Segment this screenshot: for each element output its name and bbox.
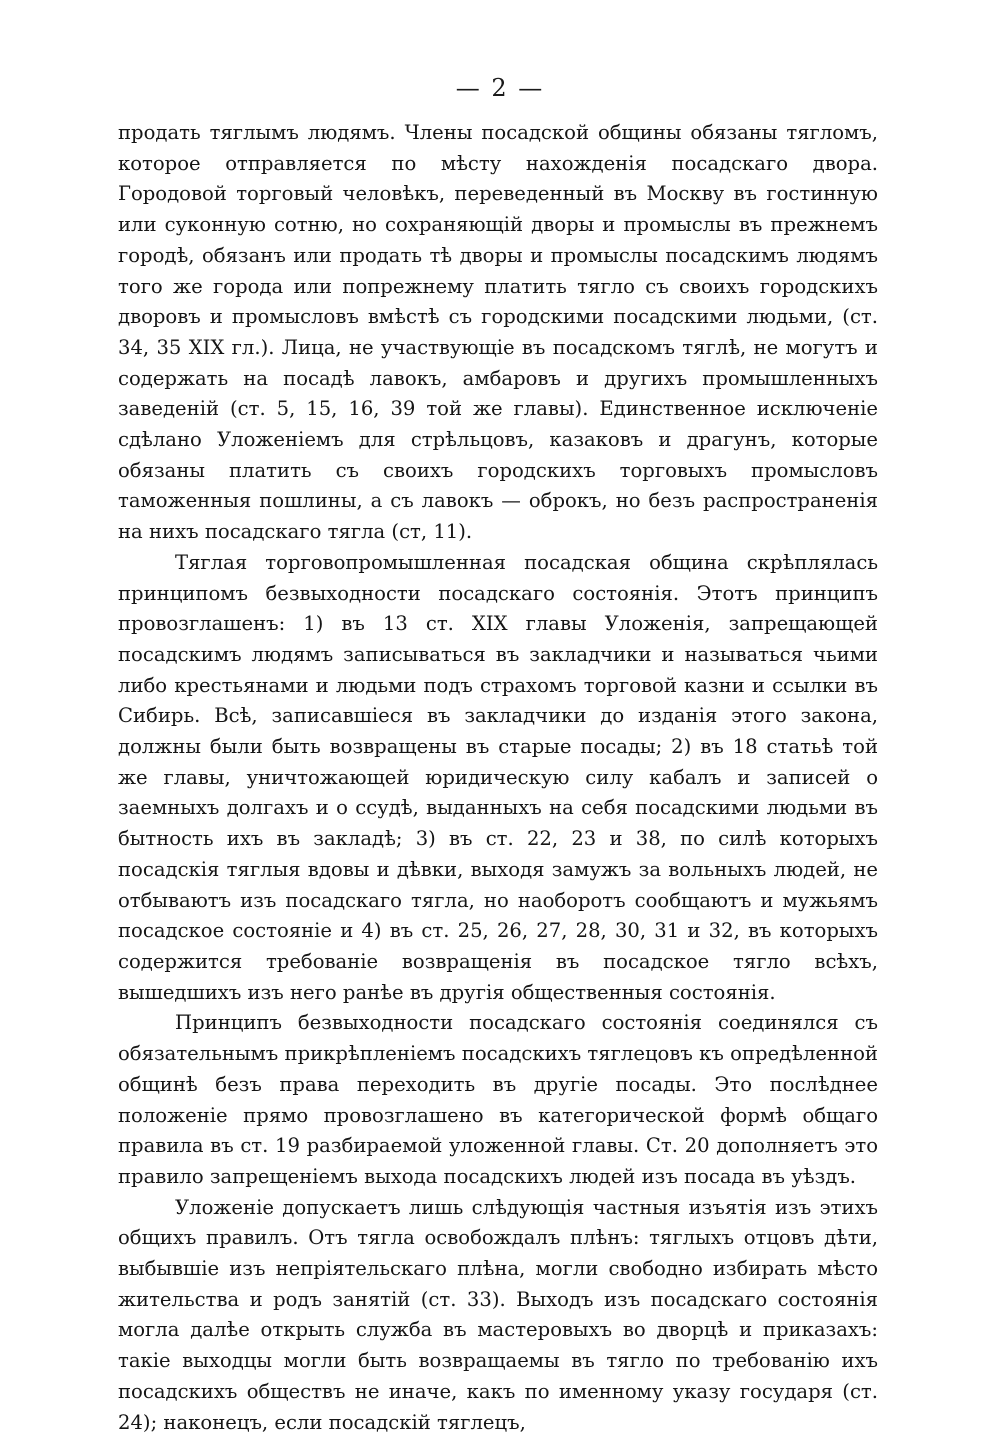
paragraph-4: Уложеніе допускаетъ лишь слѣдующія частныя изъятія изъ этихъ общихъ правилъ. Отъ тягла освобождалъ плѣнъ: тяглыхъ отцовъ дѣти, выбывшіе изъ непріятельскаго плѣна, могли свободно избирать мѣсто жительства и родъ занятій (ст. 33). Выходъ изъ посадскаго состоянія могла далѣе открыть служба въ мастеровыхъ во дворцѣ и приказахъ: такіе выходцы могли быть возвращаемы въ тягло по требованію ихъ посадскихъ обществъ не иначе, какъ по именному указу государя (ст. 24); наконецъ, если посадскій тяглецъ, bbox=[118, 1195, 878, 1434]
paragraph-1: продать тяглымъ людямъ. Члены посадской общины обязаны тягломъ, которое отправляется по мѣсту нахожденія посадскаго двора. Городовой торговый человѣкъ, переведенный въ Москву въ гостинную или суконную сотню, но сохраняющій дворы и промыслы въ прежнемъ городѣ, обязанъ или продать тѣ дворы и промыслы посадскимъ людямъ того же города или попрежнему платить тягло съ своихъ городскихъ дворовъ и промысловъ вмѣстѣ съ городскими посадскими людьми, (ст. 34, 35 XIX гл.). Лица, не участвующіе въ посадскомъ тяглѣ, не могутъ и содержать на посадѣ лавокъ, амбаровъ и другихъ промышленныхъ заведеній (ст. 5, 15, 16, 39 той же главы). Единственное исключеніе сдѣлано Уложеніемъ для стрѣльцовъ, казаковъ и драгунъ, которые обязаны платить съ своихъ городскихъ торговыхъ промысловъ таможенныя пошлины, а съ лавокъ — оброкъ, но безъ распространенія на нихъ посадскаго тягла (ст, 11). bbox=[118, 121, 878, 544]
paragraph-3: Принципъ безвыходности посадскаго состоянія соединялся съ обязательнымъ прикрѣпленіемъ посадскихъ тяглецовъ къ опредѣленной общинѣ безъ права переходить въ другіе посады. Это послѣднее положеніе прямо провозглашено въ категорической формѣ общаго правила въ ст. 19 разбираемой уложенной главы. Ст. 20 дополняетъ это правило запрещеніемъ выхода посадскихъ людей изъ посада въ уѣздъ. bbox=[118, 1011, 878, 1188]
text-body bbox=[118, 118, 878, 1438]
paragraph-2: Тяглая торговопромышленная посадская община скрѣплялась принципомъ безвыходности посадскаго состоянія. Этотъ принципъ провозглашенъ: 1) въ 13 ст. XIX главы Уложенія, запрещающей посадскимъ людямъ записываться въ закладчики и называться чьими либо крестьянами и людьми подъ страхомъ торговой казни и ссылки въ Сибирь. Всѣ, записавшіеся въ закладчики до изданія этого закона, должны были быть возвращены въ старые посады; 2) въ 18 статьѣ той же главы, уничтожающей юридическую силу кабалъ и записей о заемныхъ долгахъ и о ссудѣ, выданныхъ на себя посадскими людьми въ бытность ихъ въ закладѣ; 3) въ ст. 22, 23 и 38, по силѣ которыхъ посадскія тяглыя вдовы и дѣвки, выходя замужъ за вольныхъ людей, не отбываютъ изъ посадскаго тягла, но наоборотъ сообщаютъ и мужьямъ посадское состояніе и 4) въ ст. 25, 26, 27, 28, 30, 31 и 32, въ которыхъ содержится требованіе возвращенія въ посадское тягло всѣхъ, вышедшихъ изъ него ранѣе въ другія общественныя состоянія. bbox=[118, 550, 878, 1004]
page-number: — 2 — bbox=[455, 74, 545, 102]
